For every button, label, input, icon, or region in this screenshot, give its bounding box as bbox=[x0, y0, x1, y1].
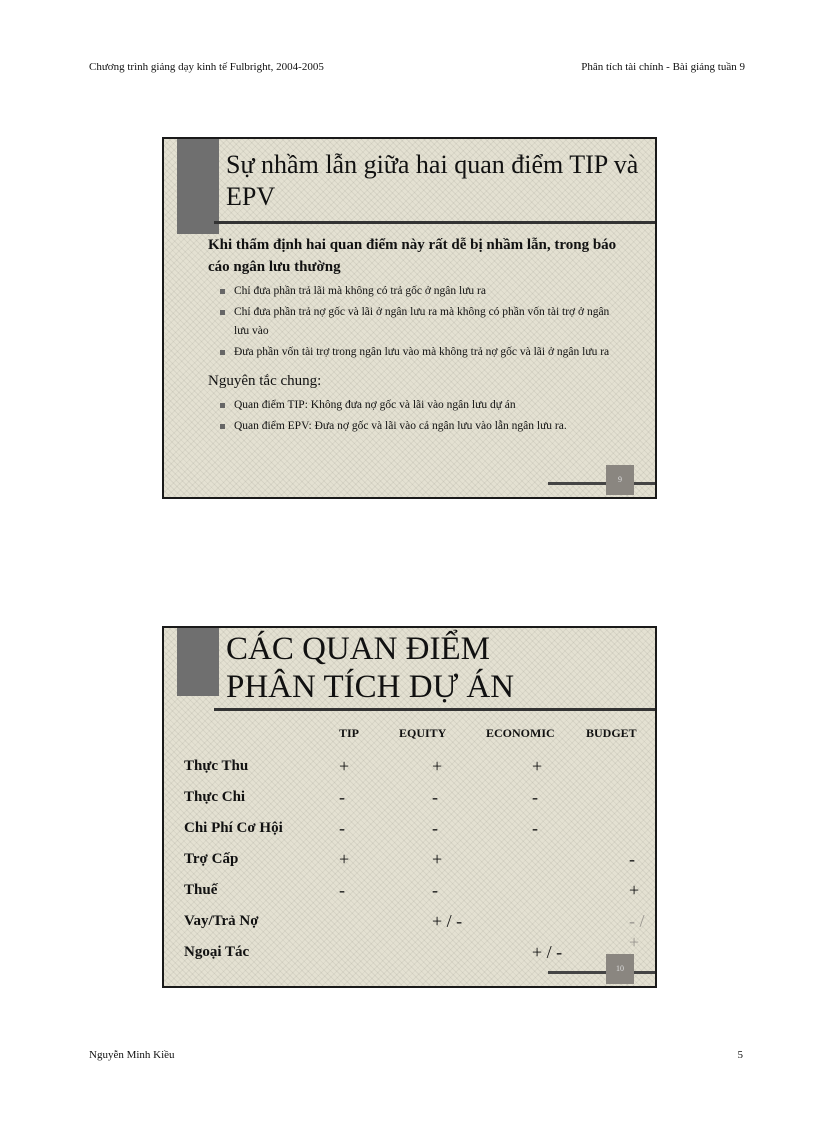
slide-corner-decoration bbox=[177, 139, 219, 234]
list-item: Chỉ đưa phần trả lãi mà không có trả gốc ở ngân lưu ra bbox=[220, 282, 625, 301]
slide-title-line: PHÂN TÍCH DỰ ÁN bbox=[226, 669, 515, 705]
list-item: Chỉ đưa phần trả nợ gốc và lãi ở ngân lưu ra mà không có phần vốn tài trợ ở ngân lưu vào bbox=[220, 303, 625, 341]
slide-number-bar bbox=[548, 482, 655, 485]
page-footer-author: Nguyễn Minh Kiều bbox=[89, 1049, 175, 1061]
cell-tip: + bbox=[339, 756, 350, 776]
rules-list bbox=[208, 396, 625, 436]
cell-economic: + bbox=[532, 756, 543, 776]
slide-body bbox=[208, 234, 625, 438]
page-number: 5 bbox=[737, 1049, 743, 1061]
slide-number: 9 bbox=[606, 465, 634, 495]
title-divider bbox=[214, 221, 655, 224]
cell-equity: - bbox=[432, 818, 438, 838]
table-row bbox=[184, 851, 654, 882]
cell-equity: + / - bbox=[432, 911, 463, 931]
column-header-tip: TIP bbox=[339, 726, 360, 740]
list-item: Quan điểm EPV: Đưa nợ gốc và lãi vào cả ngân lưu vào lẫn ngân lưu ra. bbox=[220, 417, 625, 436]
table-row bbox=[184, 789, 654, 820]
column-header-budget: BUDGET bbox=[586, 726, 637, 740]
list-item: Quan điểm TIP: Không đưa nợ gốc và lãi vào ngân lưu dự án bbox=[220, 396, 625, 415]
page-header-lecture: Phân tích tài chính - Bài giảng tuần 9 bbox=[581, 61, 745, 73]
row-label: Chi Phí Cơ Hội bbox=[184, 820, 283, 836]
slide-title: Sự nhầm lẫn giữa hai quan điểm TIP và EPV bbox=[226, 150, 639, 211]
cell-tip: - bbox=[339, 818, 345, 838]
table-header bbox=[184, 726, 654, 746]
slide-number-bar bbox=[548, 971, 655, 974]
cell-tip: + bbox=[339, 849, 350, 869]
cell-tip: - bbox=[339, 880, 345, 900]
page-header-course: Chương trình giảng dạy kinh tế Fulbright, 2004-2005 bbox=[89, 61, 324, 73]
slide-title bbox=[226, 630, 645, 706]
slide-title-line: CÁC QUAN ĐIỂM bbox=[226, 631, 490, 667]
slide-10 bbox=[162, 626, 657, 988]
title-divider bbox=[214, 708, 655, 711]
slide-number: 10 bbox=[606, 954, 634, 984]
row-label: Thuế bbox=[184, 882, 218, 898]
column-header-equity: EQUITY bbox=[399, 726, 447, 740]
table-row bbox=[184, 820, 654, 851]
section-heading: Nguyên tắc chung: bbox=[208, 373, 322, 389]
cell-equity: - bbox=[432, 787, 438, 807]
row-label: Thực Chi bbox=[184, 789, 246, 805]
bullet-list bbox=[208, 282, 625, 362]
table-row bbox=[184, 758, 654, 789]
table-row bbox=[184, 882, 654, 913]
column-header-economic: ECONOMIC bbox=[486, 726, 555, 740]
slide-9 bbox=[162, 137, 657, 499]
cell-equity: + bbox=[432, 849, 443, 869]
slide-intro: Khi thẩm định hai quan điểm này rất dễ bị nhầm lẫn, trong báo cáo ngân lưu thường bbox=[208, 237, 617, 275]
list-item: Đưa phần vốn tài trợ trong ngân lưu vào mà không trả nợ gốc và lãi ở ngân lưu ra bbox=[220, 343, 625, 362]
row-label: Trợ Cấp bbox=[184, 851, 239, 867]
row-label: Ngoại Tác bbox=[184, 944, 250, 960]
cell-economic: - bbox=[532, 787, 538, 807]
cell-economic: + / - bbox=[532, 942, 563, 962]
cell-economic: - bbox=[532, 818, 538, 838]
cell-budget: + bbox=[629, 880, 640, 900]
cell-budget: - bbox=[629, 849, 635, 869]
cell-tip: - bbox=[339, 787, 345, 807]
row-label: Vay/Trả Nợ bbox=[184, 913, 259, 929]
row-label: Thực Thu bbox=[184, 758, 249, 774]
cell-equity: - bbox=[432, 880, 438, 900]
perspective-table bbox=[184, 726, 654, 975]
cell-budget: - / + bbox=[629, 911, 645, 952]
slide-corner-decoration bbox=[177, 628, 219, 696]
cell-equity: + bbox=[432, 756, 443, 776]
